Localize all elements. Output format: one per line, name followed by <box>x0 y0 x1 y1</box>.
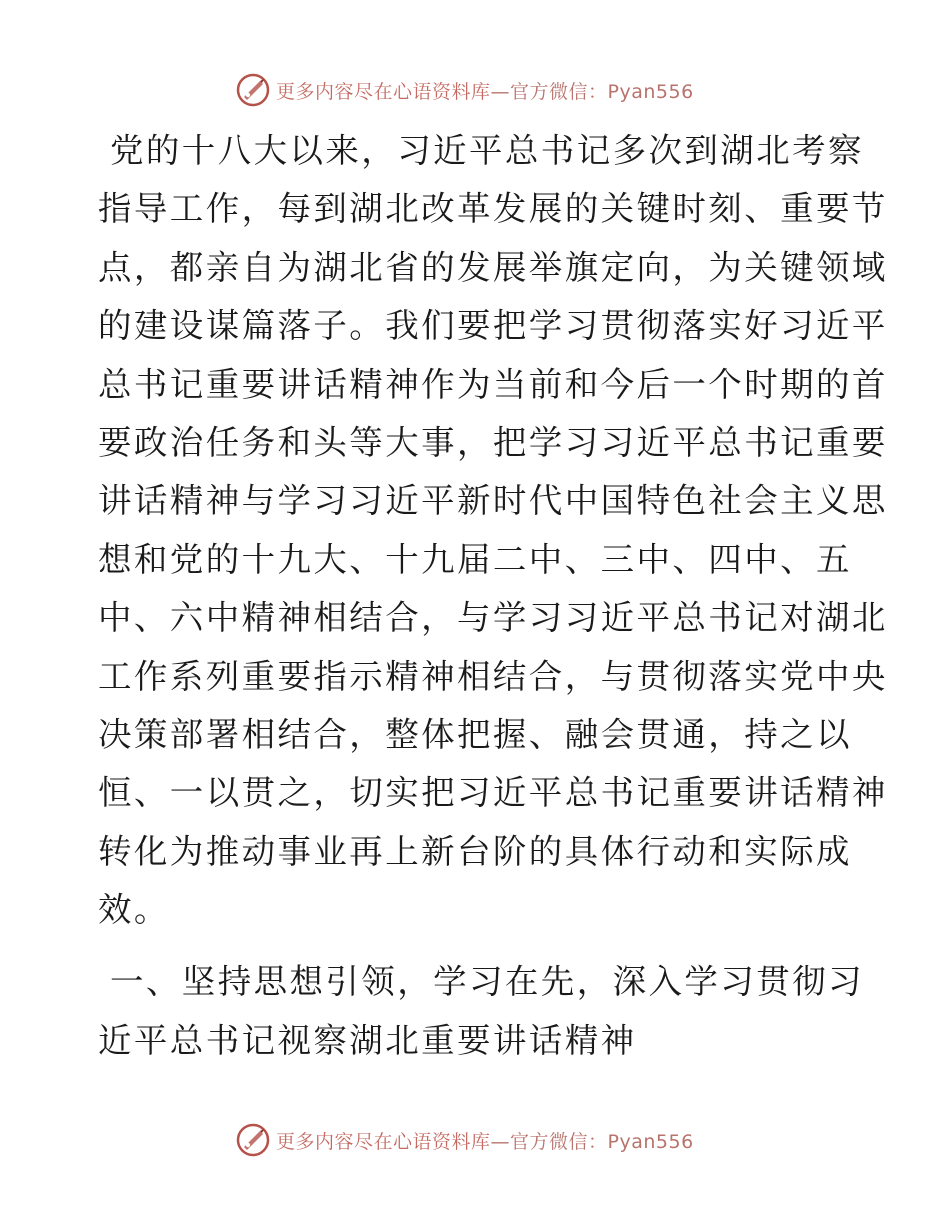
paragraph-line: 效。 <box>98 890 170 930</box>
header-banner-main: 更多内容尽在心语资料库 <box>276 80 491 103</box>
paragraph-line: 转化为推动事业再上新台阶的具体行动和实际成 <box>98 831 852 871</box>
document-body <box>98 122 888 1070</box>
paragraph-line: 党的十八大以来，习近平总书记多次到湖北考察 <box>110 131 864 170</box>
paragraph-line: 决策部署相结合，整体把握、融会贯通，持之以 <box>98 714 852 754</box>
brand-logo-icon <box>236 1123 270 1157</box>
footer-banner-main: 更多内容尽在心语资料库 <box>276 1130 491 1153</box>
brand-logo-icon <box>236 73 270 107</box>
paragraph-line: 要政治任务和头等大事，把学习习近平总书记重要 <box>98 422 888 462</box>
section-heading <box>98 953 864 1070</box>
paragraph-line: 工作系列重要指示精神相结合，与贯彻落实党中央 <box>98 656 888 696</box>
paragraph-line: 的建设谋篇落子。我们要把学习贯彻落实好习近平 <box>98 306 888 346</box>
header-banner-text <box>276 77 694 104</box>
heading-line: 近平总书记视察湖北重要讲话精神 <box>98 1020 637 1060</box>
paragraph-line: 中、六中精神相结合，与学习习近平总书记对湖北 <box>98 598 888 638</box>
paragraph-line: 恒、一以贯之，切实把习近平总书记重要讲话精神 <box>98 773 888 813</box>
paragraph-line: 总书记重要讲话精神作为当前和今后一个时期的首 <box>98 364 888 404</box>
paragraph-line: 点，都亲自为湖北省的发展举旗定向，为关键领域 <box>98 247 888 287</box>
paragraph-line: 讲话精神与学习习近平新时代中国特色社会主义思 <box>98 481 888 521</box>
section-spacer <box>98 939 858 953</box>
heading-line: 一、坚持思想引领，学习在先，深入学习贯彻习 <box>110 962 864 1002</box>
footer-banner-text <box>276 1127 694 1154</box>
intro-paragraph <box>98 122 888 939</box>
paragraph-line: 想和党的十九大、十九届二中、三中、四中、五 <box>98 539 852 579</box>
footer-banner-contact: —官方微信：Pyan556 <box>490 1130 694 1153</box>
paragraph-line: 指导工作，每到湖北改革发展的关键时刻、重要节 <box>98 189 888 229</box>
header-banner-contact: —官方微信：Pyan556 <box>490 80 694 103</box>
header-banner <box>236 72 694 108</box>
footer-banner <box>236 1122 694 1158</box>
